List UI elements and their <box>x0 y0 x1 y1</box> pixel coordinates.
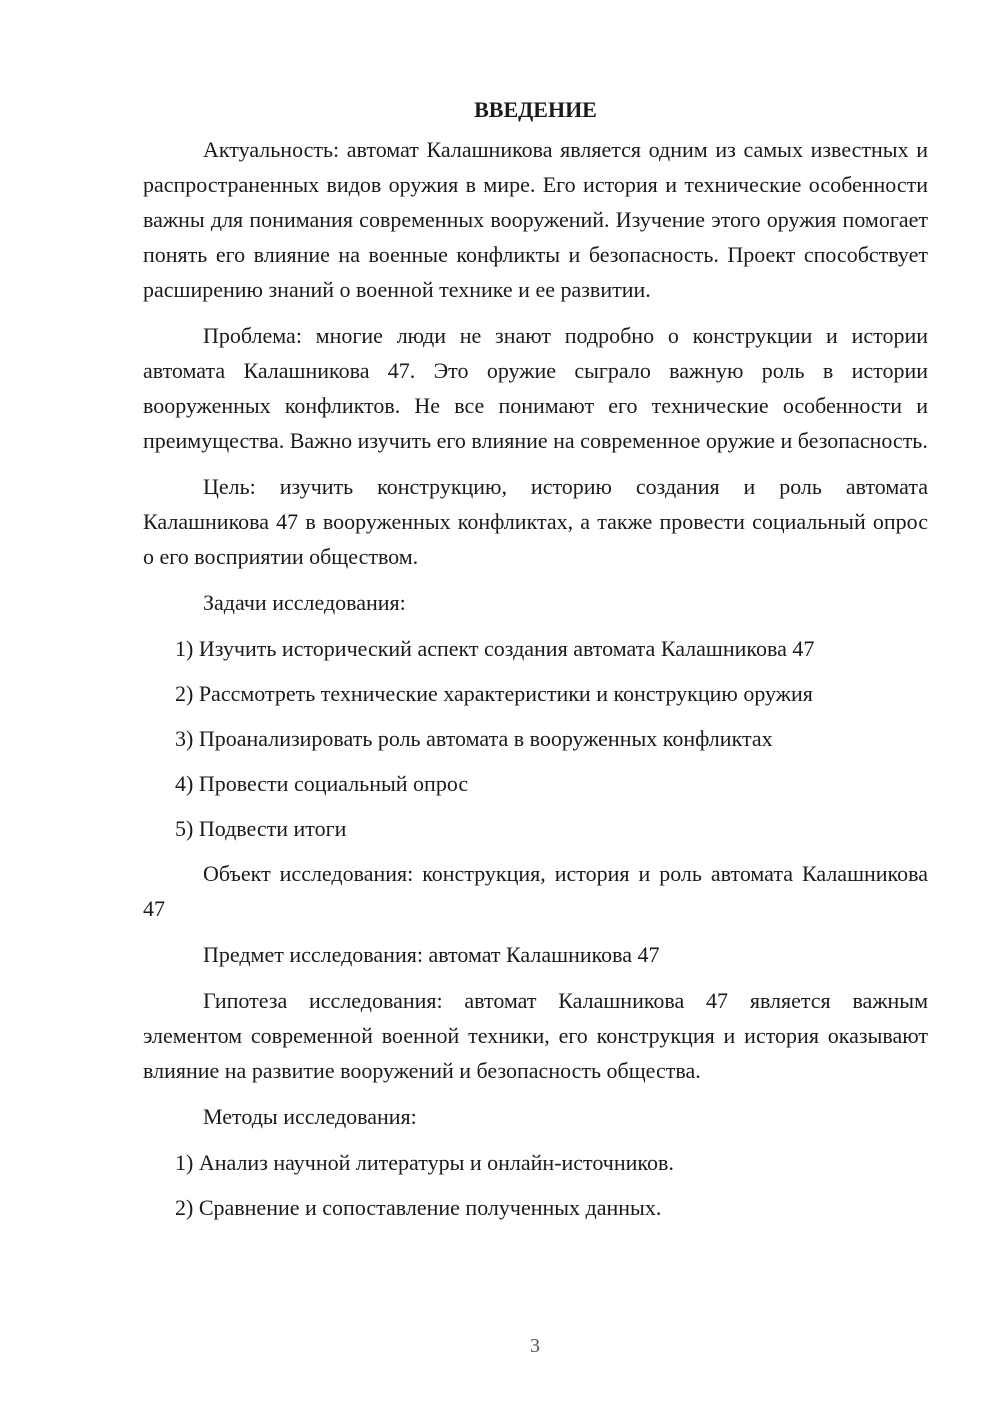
section-title: ВВЕДЕНИЕ <box>474 97 597 122</box>
page-content <box>143 92 928 1235</box>
subject-paragraph: Предмет исследования: автомат Калашникова 47 <box>203 942 660 967</box>
object-paragraph: Объект исследования: конструкция, история и роль автомата Калашникова 47 <box>143 861 928 921</box>
page-number: 3 <box>530 1335 540 1357</box>
task-item-5: 5) Подвести итоги <box>175 816 347 841</box>
hypothesis-paragraph: Гипотеза исследования: автомат Калашникова 47 является важным элементом современной военной техники, его конструкция и история оказывают влияние на развитие вооружений и безопасность общества. <box>143 988 928 1083</box>
method-item-2: 2) Сравнение и сопоставление полученных данных. <box>175 1195 662 1220</box>
tasks-heading: Задачи исследования: <box>203 590 406 615</box>
method-item-1: 1) Анализ научной литературы и онлайн-источников. <box>175 1150 674 1175</box>
relevance-paragraph: Актуальность: автомат Калашникова является одним из самых известных и распространенных видов оружия в мире. Его история и технические особенности важны для понимания современных вооружений. Изучение этого оружия помогает понять его влияние на военные конфликты и безопасность. Проект способствует расширению знаний о военной технике и ее развитии. <box>143 137 928 302</box>
task-item-2: 2) Рассмотреть технические характеристики и конструкцию оружия <box>175 681 813 706</box>
task-item-1: 1) Изучить исторический аспект создания автомата Калашникова 47 <box>175 636 815 661</box>
goal-paragraph: Цель: изучить конструкцию, историю создания и роль автомата Калашникова 47 в вооруженных конфликтах, а также провести социальный опрос о его восприятии обществом. <box>143 474 928 569</box>
task-item-4: 4) Провести социальный опрос <box>175 771 469 796</box>
methods-heading: Методы исследования: <box>203 1104 417 1129</box>
problem-paragraph: Проблема: многие люди не знают подробно о конструкции и истории автомата Калашникова 47. Это оружие сыграло важную роль в истории вооруженных конфликтов. Не все понимают его технические особенности и преимущества. Важно изучить его влияние на современное оружие и безопасность. <box>143 323 928 453</box>
task-item-3: 3) Проанализировать роль автомата в вооруженных конфликтах <box>175 726 773 751</box>
